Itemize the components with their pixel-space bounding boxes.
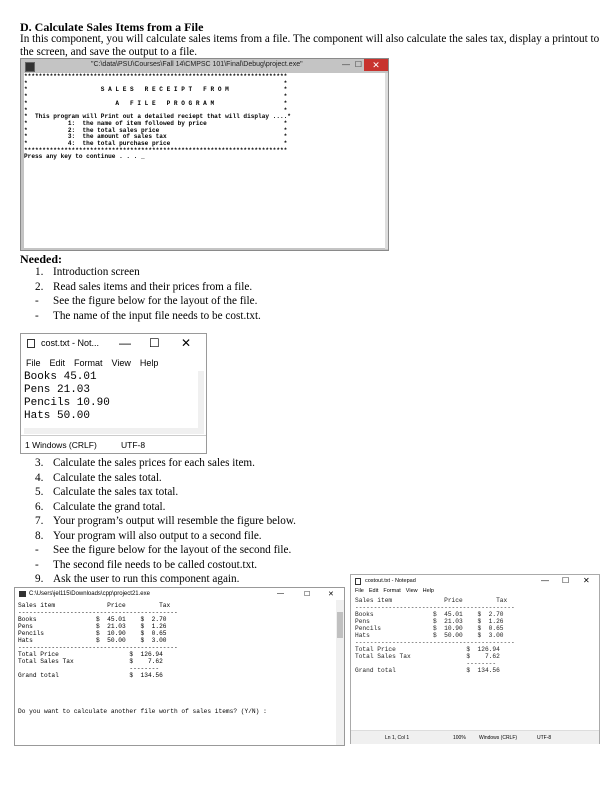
notepad-title: costout.txt - Notepad: [365, 578, 416, 584]
console-output: [24, 73, 385, 248]
requirements-list-1: [35, 265, 261, 323]
list-marker: 1.: [35, 266, 44, 278]
scrollbar-thumb[interactable]: [337, 612, 343, 638]
list-item-text: Read sales items and their prices from a file.: [53, 280, 253, 293]
list-item-text: Calculate the grand total.: [53, 500, 166, 513]
menu-format[interactable]: Format: [74, 358, 103, 368]
notepad-title-bar: [351, 575, 599, 587]
console-title-bar: [21, 59, 388, 73]
notepad-cost-window: [20, 333, 207, 454]
list-item-text: Calculate the sales tax total.: [53, 486, 179, 498]
list-item: [35, 558, 296, 573]
close-button[interactable]: ✕: [583, 576, 590, 585]
console-title: C:\Users\jel115\Downloads\cpp\project21.exe: [29, 591, 150, 597]
requirements-list-2: [35, 456, 296, 587]
status-line-ending: Windows (CRLF): [479, 735, 518, 741]
console-title: "C:\data\PSU\Courses\Fall 14\CMPSC 101\Final\Debug\project.exe": [91, 61, 303, 68]
console-app-icon: [25, 62, 35, 72]
list-item: [35, 543, 296, 558]
list-item-text: Ask the user to run this component again.: [53, 573, 240, 585]
needed-label: Needed:: [20, 252, 62, 266]
list-item: [35, 309, 261, 324]
notepad-costout-window: [350, 574, 600, 744]
maximize-button[interactable]: ☐: [562, 576, 570, 585]
list-marker: -: [35, 309, 39, 322]
notepad-title-bar: [21, 334, 206, 352]
menu-help[interactable]: Help: [422, 588, 434, 594]
menu-bar: [355, 588, 439, 594]
status-line-ending: 1 Windows (CRLF): [25, 440, 97, 450]
list-item-text: The second file needs to be called costout.txt.: [53, 558, 258, 571]
file-content: Books 45.01 Pens 21.03 Pencils 10.90 Hats 50.00: [24, 371, 110, 422]
status-bar: [21, 435, 206, 454]
list-item: [35, 529, 296, 544]
menu-edit[interactable]: Edit: [368, 588, 379, 594]
minimize-button[interactable]: —: [277, 590, 284, 597]
console-text: ************************************************************************ * * * S A L E S R E C E I P T F R O M * * * * A F I L E P R O G R A M * * * * This program will Print out a detailed reciept that will display ....* * 1: the name of item followed by price * * 2: the total sales price * * 3: the amount of sales tax * * 4: the total purchase price * ************************************************************************ Press any key to continue . . . _: [24, 73, 291, 161]
intro-paragraph: In this component, you will calculate sales items from a file. The component will also calculate the sales tax, display a printout to the screen, and save the output to a file.: [20, 33, 600, 58]
menu-bar: [26, 358, 167, 368]
notepad-text-area[interactable]: [24, 371, 204, 429]
menu-view[interactable]: View: [111, 358, 131, 368]
minimize-button[interactable]: —: [342, 60, 350, 69]
list-item-text: Your program’s output will resemble the figure below.: [53, 515, 296, 527]
close-button[interactable]: ✕: [181, 336, 192, 350]
section-heading: D. Calculate Sales Items from a File: [20, 20, 204, 34]
list-marker: 7.: [35, 515, 44, 527]
list-marker: 4.: [35, 471, 44, 484]
list-marker: 6.: [35, 500, 44, 513]
list-marker: -: [35, 558, 39, 571]
list-item: [35, 514, 296, 529]
list-item: [35, 471, 296, 486]
list-item: [35, 265, 261, 280]
status-encoding: UTF-8: [121, 440, 146, 450]
list-item: [35, 572, 296, 587]
list-item-text: Your program will also output to a second file.: [53, 529, 262, 542]
status-zoom: 100%: [453, 735, 466, 741]
list-marker: -: [35, 544, 39, 556]
horizontal-scrollbar[interactable]: [24, 428, 204, 434]
maximize-button[interactable]: ☐: [149, 336, 160, 350]
menu-file[interactable]: File: [26, 358, 41, 368]
list-item-text: The name of the input file needs to be cost.txt.: [53, 309, 261, 322]
console-scrollbar[interactable]: [385, 73, 388, 249]
menu-edit[interactable]: Edit: [49, 358, 66, 368]
list-item-text: Calculate the sales prices for each sales item.: [53, 457, 255, 469]
menu-help[interactable]: Help: [139, 358, 159, 368]
minimize-button[interactable]: —: [541, 576, 549, 585]
console-app-icon: [19, 591, 26, 597]
minimize-button[interactable]: —: [119, 336, 131, 350]
list-item: [35, 485, 296, 500]
notepad-icon: [27, 339, 35, 348]
vertical-scrollbar[interactable]: [198, 371, 204, 429]
list-marker: 8.: [35, 529, 44, 542]
list-marker: 9.: [35, 573, 44, 585]
maximize-button[interactable]: ☐: [354, 60, 362, 69]
close-button[interactable]: ✕: [328, 591, 334, 598]
notepad-icon: [355, 578, 361, 585]
list-item-text: See the figure below for the layout of the second file.: [53, 544, 292, 556]
list-item-text: Calculate the sales total.: [53, 471, 162, 484]
list-marker: -: [35, 295, 39, 307]
console-window-output: [14, 587, 345, 746]
list-item: [35, 456, 296, 471]
list-marker: 5.: [35, 486, 44, 498]
menu-format[interactable]: Format: [383, 588, 401, 594]
menu-view[interactable]: View: [405, 588, 418, 594]
console-title-bar: [15, 588, 344, 600]
menu-file[interactable]: File: [355, 588, 364, 594]
notepad-title: cost.txt - Not...: [41, 338, 100, 348]
console-scrollbar[interactable]: [336, 600, 344, 745]
status-encoding: UTF-8: [537, 735, 552, 741]
status-bar: [351, 730, 599, 744]
console-window-intro: [20, 58, 389, 251]
maximize-button[interactable]: ☐: [304, 591, 311, 598]
list-item: [35, 280, 261, 295]
list-item: [35, 294, 261, 309]
close-button[interactable]: ✕: [364, 59, 388, 71]
list-item-text: Introduction screen: [53, 266, 140, 278]
console-text: Sales item Price Tax ------------------------------------------- Books $ 45.01 $ 2.70 Pens $ 21.03 $ 1.26 Pencils $ 10.90 $ 0.65 Hats $ 50.00 $ 3.00 ------------------------------------------- Total Price $ 126.94 Total Sales Tax $ 7.62 -------- Grand total $ 134.56 Do you want to calculate another file worth of sales items? (Y/N) :: [18, 602, 267, 715]
list-marker: 3.: [35, 457, 44, 469]
list-item: [35, 500, 296, 515]
list-item-text: See the figure below for the layout of the file.: [53, 295, 258, 307]
list-marker: 2.: [35, 280, 44, 293]
file-content[interactable]: Sales item Price Tax ------------------------------------------- Books $ 45.01 $ 2.70 Pens $ 21.03 $ 1.26 Pencils $ 10.90 $ 0.65 Hats $ 50.00 $ 3.00 ------------------------------------------- Total Price $ 126.94 Total Sales Tax $ 7.62 -------- Grand total $ 134.56: [355, 597, 515, 674]
status-position: Ln 1, Col 1: [385, 735, 410, 741]
